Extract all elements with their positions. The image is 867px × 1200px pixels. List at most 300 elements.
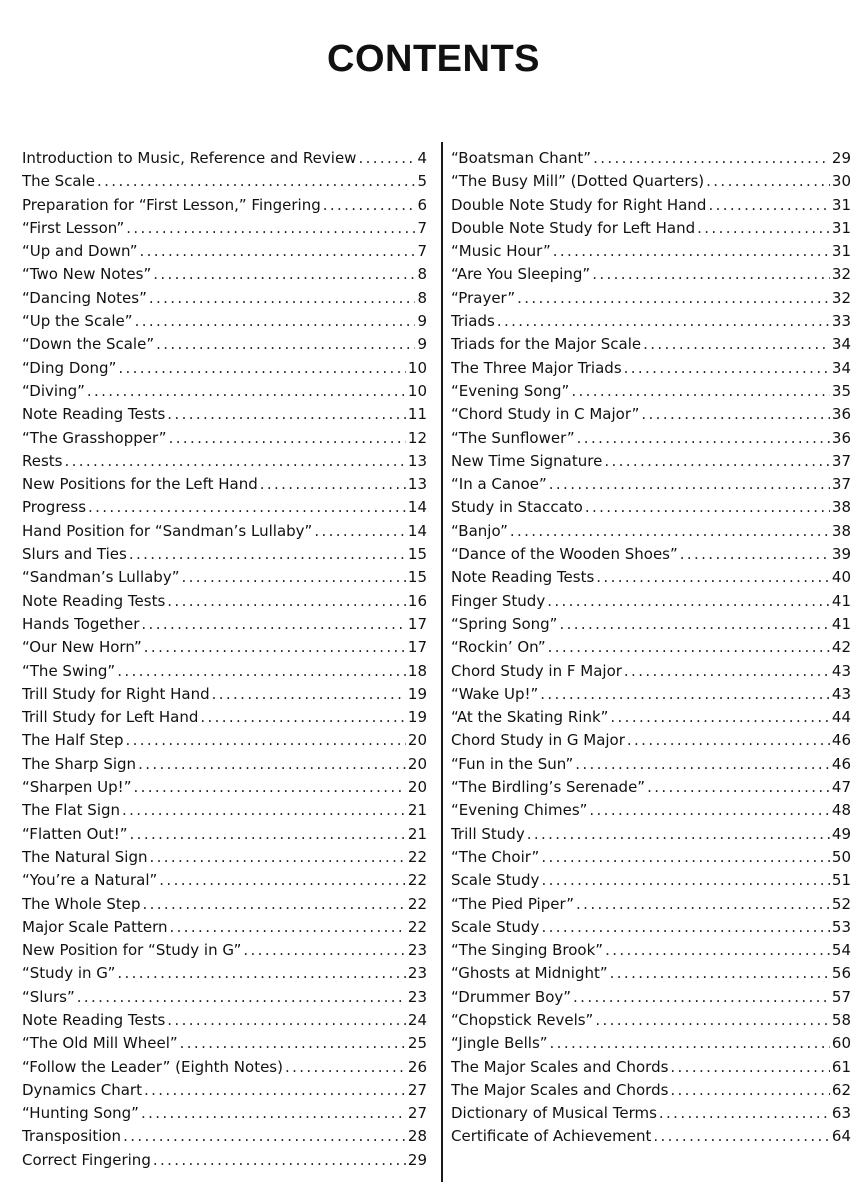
toc-entry-title: Trill Study <box>451 824 525 843</box>
dot-leader <box>143 893 406 916</box>
toc-entry <box>22 310 427 333</box>
toc-entry-page: 42 <box>831 638 851 657</box>
toc-entry-title: The Half Step <box>22 731 124 750</box>
toc-entry <box>22 1149 427 1172</box>
dot-leader <box>97 170 415 193</box>
toc-entry-page: 46 <box>831 754 851 773</box>
toc-entry-page: 7 <box>417 218 427 237</box>
dot-leader <box>548 636 830 659</box>
toc-entry <box>22 380 427 403</box>
toc-entry <box>22 823 427 846</box>
dot-leader <box>117 962 406 985</box>
dot-leader <box>670 1079 830 1102</box>
toc-entry-page: 20 <box>407 731 427 750</box>
toc-entry-title: Note Reading Tests <box>22 591 166 610</box>
dot-leader <box>510 520 830 543</box>
dot-leader <box>647 776 830 799</box>
toc-entry <box>22 869 427 892</box>
toc-entry-page: 12 <box>407 428 427 447</box>
toc-entry-title: Correct Fingering <box>22 1150 151 1169</box>
toc-entry-page: 43 <box>831 661 851 680</box>
dot-leader <box>141 1102 406 1125</box>
toc-entry <box>451 939 851 962</box>
toc-entry-page: 16 <box>407 591 427 610</box>
toc-entry-title: “Flatten Out!” <box>22 824 128 843</box>
toc-entry <box>451 590 851 613</box>
toc-entry <box>22 1079 427 1102</box>
toc-entry <box>22 660 427 683</box>
toc-entry-page: 43 <box>831 684 851 703</box>
toc-entry-page: 27 <box>407 1080 427 1099</box>
toc-entry <box>451 1032 851 1055</box>
toc-entry <box>451 357 851 380</box>
toc-entry-page: 15 <box>407 568 427 587</box>
toc-entry <box>22 799 427 822</box>
toc-entry <box>451 543 851 566</box>
toc-entry-title: “Ding Dong” <box>22 358 117 377</box>
toc-entry-page: 23 <box>407 964 427 983</box>
toc-entry <box>22 496 427 519</box>
toc-entry-page: 41 <box>831 614 851 633</box>
dot-leader <box>643 333 830 356</box>
toc-entry <box>451 613 851 636</box>
dot-leader <box>708 194 829 217</box>
toc-entry <box>451 916 851 939</box>
toc-entry-page: 24 <box>407 1010 427 1029</box>
toc-entry-title: The Whole Step <box>22 894 141 913</box>
toc-entry <box>451 473 851 496</box>
toc-entry <box>22 729 427 752</box>
dot-leader <box>697 217 830 240</box>
toc-entry-page: 46 <box>831 731 851 750</box>
toc-entry-page: 34 <box>831 335 851 354</box>
toc-entry-title: “Up and Down” <box>22 242 138 261</box>
toc-entry <box>22 566 427 589</box>
dot-leader <box>200 706 406 729</box>
toc-entry-page: 58 <box>831 1010 851 1029</box>
toc-entry-title: “Chord Study in C Major” <box>451 405 640 424</box>
toc-entry-page: 23 <box>407 941 427 960</box>
contents-left-column <box>22 147 427 1172</box>
toc-entry-title: “Boatsman Chant” <box>451 149 592 167</box>
toc-entry-title: “Spring Song” <box>451 614 558 633</box>
toc-entry <box>451 380 851 403</box>
toc-entry <box>22 520 427 543</box>
dot-leader <box>517 287 830 310</box>
toc-entry <box>451 753 851 776</box>
toc-entry-page: 13 <box>407 451 427 470</box>
dot-leader <box>139 240 415 263</box>
dot-leader <box>170 916 406 939</box>
toc-entry <box>451 240 851 263</box>
toc-entry-page: 64 <box>831 1127 851 1146</box>
toc-entry-page: 17 <box>407 614 427 633</box>
toc-entry-title: “The Pied Piper” <box>451 894 575 913</box>
dot-leader <box>144 636 406 659</box>
toc-entry-title: The Three Major Triads <box>451 358 622 377</box>
dot-leader <box>88 496 406 519</box>
toc-entry <box>22 776 427 799</box>
toc-entry-title: “Diving” <box>22 381 85 400</box>
toc-entry-title: “Evening Chimes” <box>451 801 588 820</box>
toc-entry-page: 31 <box>831 195 851 214</box>
toc-entry-title: “The Busy Mill” (Dotted Quarters) <box>451 172 705 191</box>
toc-entry <box>451 1102 851 1125</box>
dot-leader <box>575 753 830 776</box>
toc-entry <box>22 170 427 193</box>
toc-entry <box>451 287 851 310</box>
dot-leader <box>153 263 415 286</box>
dot-leader <box>122 799 406 822</box>
toc-entry-title: The Scale <box>22 172 96 191</box>
dot-leader <box>527 823 830 846</box>
dot-leader <box>167 1009 406 1032</box>
toc-entry-page: 38 <box>831 498 851 517</box>
toc-entry <box>451 310 851 333</box>
toc-entry-title: “Jingle Bells” <box>451 1034 548 1053</box>
toc-entry-page: 56 <box>831 964 851 983</box>
toc-entry <box>451 636 851 659</box>
dot-leader <box>212 683 406 706</box>
toc-entry-title: “At the Skating Rink” <box>451 708 609 727</box>
toc-entry <box>451 683 851 706</box>
toc-entry-page: 10 <box>407 381 427 400</box>
dot-leader <box>585 496 830 519</box>
toc-entry-page: 8 <box>417 265 427 284</box>
toc-entry <box>22 962 427 985</box>
toc-entry <box>22 1056 427 1079</box>
toc-entry-page: 8 <box>417 288 427 307</box>
dot-leader <box>314 520 406 543</box>
toc-entry-title: “Rockin’ On” <box>451 638 546 657</box>
toc-entry <box>22 427 427 450</box>
toc-entry <box>22 194 427 217</box>
toc-entry-page: 22 <box>407 917 427 936</box>
toc-entry <box>451 660 851 683</box>
dot-leader <box>610 962 830 985</box>
toc-entry-title: New Positions for the Left Hand <box>22 475 258 494</box>
toc-entry-title: “Dance of the Wooden Shoes” <box>451 545 678 564</box>
toc-entry-title: Slurs and Ties <box>22 545 127 564</box>
toc-entry-title: “Evening Song” <box>451 381 570 400</box>
dot-leader <box>156 333 415 356</box>
toc-entry <box>451 1009 851 1032</box>
toc-entry-page: 23 <box>407 987 427 1006</box>
toc-entry <box>22 753 427 776</box>
toc-entry <box>22 357 427 380</box>
dot-leader <box>624 660 830 683</box>
toc-entry-title: “Prayer” <box>451 288 516 307</box>
toc-entry <box>22 333 427 356</box>
toc-entry-page: 29 <box>831 149 851 167</box>
toc-entry-title: New Time Signature <box>451 451 603 470</box>
toc-entry-title: Dynamics Chart <box>22 1080 142 1099</box>
dot-leader <box>260 473 406 496</box>
toc-entry-title: Rests <box>22 451 63 470</box>
toc-entry-title: The Sharp Sign <box>22 754 137 773</box>
toc-entry <box>22 846 427 869</box>
toc-entry-title: “In a Canoe” <box>451 475 547 494</box>
dot-leader <box>670 1056 830 1079</box>
toc-entry-title: Introduction to Music, Reference and Review <box>22 149 357 167</box>
toc-entry <box>451 869 851 892</box>
toc-entry-page: 13 <box>407 475 427 494</box>
toc-entry <box>22 986 427 1009</box>
toc-entry-page: 31 <box>831 242 851 261</box>
toc-entry-title: Triads for the Major Scale <box>451 335 642 354</box>
toc-entry <box>451 217 851 240</box>
toc-entry <box>22 916 427 939</box>
dot-leader <box>592 263 830 286</box>
toc-entry-page: 21 <box>407 801 427 820</box>
dot-leader <box>604 450 830 473</box>
toc-entry-page: 6 <box>417 195 427 214</box>
toc-entry-title: “Wake Up!” <box>451 684 539 703</box>
toc-entry-page: 39 <box>831 545 851 564</box>
toc-entry-page: 62 <box>831 1080 851 1099</box>
toc-entry-page: 48 <box>831 801 851 820</box>
toc-entry-title: Note Reading Tests <box>22 405 166 424</box>
toc-entry-title: “Hunting Song” <box>22 1104 139 1123</box>
toc-entry-title: Trill Study for Left Hand <box>22 708 199 727</box>
toc-entry-page: 33 <box>831 312 851 331</box>
toc-entry <box>451 799 851 822</box>
dot-leader <box>65 450 406 473</box>
toc-entry <box>22 287 427 310</box>
dot-leader <box>167 403 406 426</box>
toc-entry-page: 51 <box>831 871 851 890</box>
toc-entry-page: 10 <box>407 358 427 377</box>
dot-leader <box>641 403 830 426</box>
toc-entry-title: “Our New Horn” <box>22 638 142 657</box>
toc-entry-title: “You’re a Natural” <box>22 871 158 890</box>
dot-leader <box>659 1102 830 1125</box>
toc-entry-title: “First Lesson” <box>22 218 125 237</box>
dot-leader <box>243 939 406 962</box>
toc-entry-title: “Follow the Leader” (Eighth Notes) <box>22 1057 283 1076</box>
toc-entry-page: 35 <box>831 381 851 400</box>
toc-entry <box>451 333 851 356</box>
toc-entry-page: 54 <box>831 941 851 960</box>
toc-entry-page: 21 <box>407 824 427 843</box>
dot-leader <box>118 357 406 380</box>
toc-entry-title: Double Note Study for Left Hand <box>451 218 696 237</box>
dot-leader <box>117 660 406 683</box>
toc-entry <box>451 893 851 916</box>
toc-entry-title: Progress <box>22 498 87 517</box>
toc-entry-title: “Music Hour” <box>451 242 551 261</box>
dot-leader <box>133 776 405 799</box>
toc-entry-title: “The Old Mill Wheel” <box>22 1034 178 1053</box>
dot-leader <box>576 893 830 916</box>
dot-leader <box>589 799 830 822</box>
dot-leader <box>153 1149 406 1172</box>
toc-entry-title: “Up the Scale” <box>22 312 133 331</box>
toc-entry-page: 28 <box>407 1127 427 1146</box>
dot-leader <box>149 287 416 310</box>
dot-leader <box>169 427 406 450</box>
dot-leader <box>573 986 830 1009</box>
toc-entry <box>451 263 851 286</box>
toc-entry <box>451 170 851 193</box>
toc-entry <box>22 450 427 473</box>
toc-entry-page: 27 <box>407 1104 427 1123</box>
toc-entry-title: Major Scale Pattern <box>22 917 168 936</box>
toc-entry-title: Chord Study in F Major <box>451 661 622 680</box>
toc-entry-title: Hand Position for “Sandman’s Lullaby” <box>22 521 313 540</box>
dot-leader <box>541 869 829 892</box>
dot-leader <box>706 170 830 193</box>
dot-leader <box>123 1125 406 1148</box>
toc-entry-title: Dictionary of Musical Terms <box>451 1104 657 1123</box>
toc-entry <box>22 1032 427 1055</box>
toc-entry-page: 11 <box>407 405 427 424</box>
toc-entry-title: “Down the Scale” <box>22 335 155 354</box>
dot-leader <box>596 566 830 589</box>
dot-leader <box>180 1032 406 1055</box>
toc-entry <box>451 706 851 729</box>
toc-entry <box>451 427 851 450</box>
toc-entry-page: 52 <box>831 894 851 913</box>
toc-entry-page: 20 <box>407 778 427 797</box>
toc-entry <box>22 939 427 962</box>
toc-entry-title: “Drummer Boy” <box>451 987 572 1006</box>
toc-entry <box>451 823 851 846</box>
toc-entry-page: 31 <box>831 218 851 237</box>
toc-entry-title: “The Choir” <box>451 847 540 866</box>
dot-leader <box>358 147 415 170</box>
dot-leader <box>77 986 406 1009</box>
toc-entry <box>451 566 851 589</box>
toc-entry <box>22 1009 427 1032</box>
toc-entry <box>22 403 427 426</box>
toc-entry-page: 19 <box>407 684 427 703</box>
toc-entry <box>451 1125 851 1148</box>
toc-entry <box>22 636 427 659</box>
toc-entry-page: 5 <box>417 172 427 191</box>
dot-leader <box>610 706 830 729</box>
toc-entry-title: “Are You Sleeping” <box>451 265 591 284</box>
toc-entry-title: The Major Scales and Chords <box>451 1057 669 1076</box>
toc-entry-title: “The Grasshopper” <box>22 428 167 447</box>
dot-leader <box>540 683 830 706</box>
toc-entry-page: 37 <box>831 475 851 494</box>
toc-entry <box>22 706 427 729</box>
toc-entry-title: “Sandman’s Lullaby” <box>22 568 180 587</box>
toc-entry <box>22 147 427 170</box>
toc-entry-title: “Study in G” <box>22 964 116 983</box>
toc-entry <box>451 962 851 985</box>
toc-entry-page: 22 <box>407 847 427 866</box>
toc-entry-page: 47 <box>831 778 851 797</box>
dot-leader <box>129 543 406 566</box>
toc-entry-page: 38 <box>831 521 851 540</box>
dot-leader <box>144 1079 406 1102</box>
toc-entry <box>22 1125 427 1148</box>
dot-leader <box>559 613 829 636</box>
toc-entry-page: 32 <box>831 288 851 307</box>
toc-entry-page: 20 <box>407 754 427 773</box>
dot-leader <box>87 380 406 403</box>
toc-entry-title: “The Swing” <box>22 661 116 680</box>
toc-entry-title: Study in Staccato <box>451 498 583 517</box>
toc-entry-page: 9 <box>417 312 427 331</box>
dot-leader <box>549 473 830 496</box>
dot-leader <box>181 566 405 589</box>
toc-entry-title: “Slurs” <box>22 987 75 1006</box>
toc-entry-title: Note Reading Tests <box>22 1010 166 1029</box>
dot-leader <box>497 310 830 333</box>
toc-entry-title: Scale Study <box>451 917 540 936</box>
dot-leader <box>138 753 406 776</box>
toc-entry-page: 44 <box>831 708 851 727</box>
toc-entry-page: 57 <box>831 987 851 1006</box>
toc-entry-title: Finger Study <box>451 591 546 610</box>
toc-entry <box>22 240 427 263</box>
dot-leader <box>135 310 416 333</box>
toc-entry-title: “The Singing Brook” <box>451 941 604 960</box>
toc-entry-title: Transposition <box>22 1127 122 1146</box>
dot-leader <box>159 869 406 892</box>
toc-entry-page: 34 <box>831 358 851 377</box>
toc-entry-title: “Fun in the Sun” <box>451 754 574 773</box>
toc-entry-page: 63 <box>831 1104 851 1123</box>
toc-entry-page: 50 <box>831 847 851 866</box>
toc-entry <box>451 520 851 543</box>
toc-entry-title: Triads <box>451 312 495 331</box>
dot-leader <box>141 613 405 636</box>
dot-leader <box>541 846 830 869</box>
dot-leader <box>595 1009 830 1032</box>
dot-leader <box>126 217 415 240</box>
toc-entry-title: “Chopstick Revels” <box>451 1010 594 1029</box>
dot-leader <box>285 1056 406 1079</box>
dot-leader <box>126 729 406 752</box>
toc-entry-title: “Sharpen Up!” <box>22 778 132 797</box>
toc-entry-page: 61 <box>831 1057 851 1076</box>
contents-right-column <box>451 147 851 1149</box>
toc-entry <box>451 1079 851 1102</box>
toc-entry-title: Trill Study for Right Hand <box>22 684 210 703</box>
toc-entry <box>451 147 851 170</box>
toc-entry-title: Note Reading Tests <box>451 568 595 587</box>
dot-leader <box>653 1125 830 1148</box>
toc-entry <box>451 729 851 752</box>
toc-entry-title: “Ghosts at Midnight” <box>451 964 608 983</box>
toc-entry-page: 9 <box>417 335 427 354</box>
toc-entry-title: “Dancing Notes” <box>22 288 147 307</box>
dot-leader <box>541 916 829 939</box>
dot-leader <box>167 590 406 613</box>
toc-entry-title: Chord Study in G Major <box>451 731 625 750</box>
toc-entry-title: “The Sunflower” <box>451 428 575 447</box>
toc-entry <box>451 1056 851 1079</box>
toc-entry <box>451 450 851 473</box>
dot-leader <box>605 939 830 962</box>
toc-entry-title: The Flat Sign <box>22 801 121 820</box>
dot-leader <box>593 147 830 170</box>
dot-leader <box>130 823 406 846</box>
toc-entry-page: 22 <box>407 894 427 913</box>
dot-leader <box>624 357 830 380</box>
toc-entry-page: 41 <box>831 591 851 610</box>
toc-entry-page: 49 <box>831 824 851 843</box>
toc-entry-page: 7 <box>417 242 427 261</box>
toc-entry <box>22 263 427 286</box>
dot-leader <box>547 590 830 613</box>
toc-entry-page: 22 <box>407 871 427 890</box>
toc-entry-title: New Position for “Study in G” <box>22 941 242 960</box>
